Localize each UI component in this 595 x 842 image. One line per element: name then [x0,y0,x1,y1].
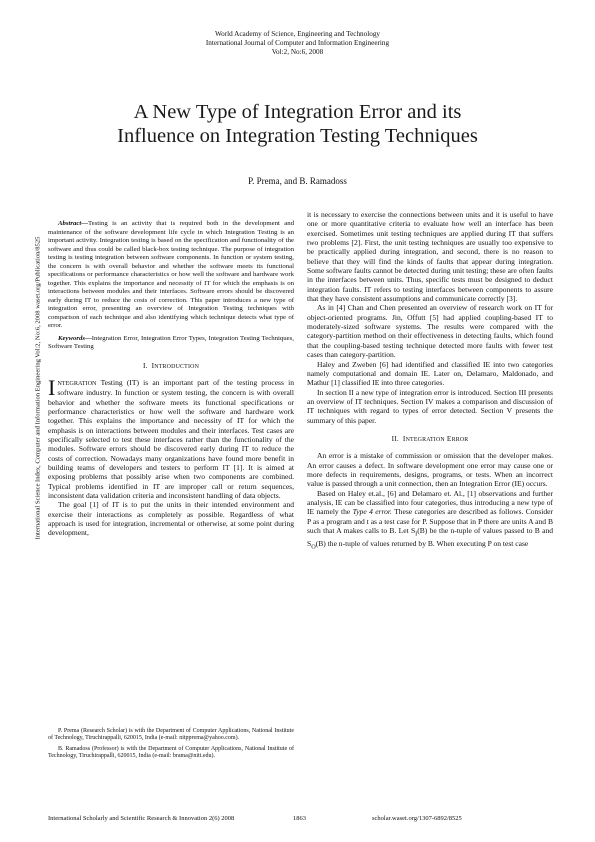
right-paragraph-5: An error is a mistake of commission or omission that the developer makes. An error causes a defect. In software development one error may cause one or more defects in requirements, designs, programs, or tests. When an incorrect value is passed through a unit connection, then an Integration Error (IE) occurs. [307,451,553,489]
right-paragraph-3: Haley and Zweben [6] had identified and classified IE into two categories namely computational and domain IE. Later on, Delamaro, Maldonado, and Mathur [1] classified IE into three categories. [307,359,553,388]
drop-cap: I [48,374,56,400]
header-line-1: World Academy of Science, Engineering and Technology [214,30,381,38]
right-paragraph-2: As in [4] Chan and Chen presented an overview of research work on IT for object-oriented programs. Jin, Offutt [5] had applied coupling-based IT to moderately-sized software systems. The results were compared with the category-partition method on their effectiveness in detecting faults, which found that the coupling-based testing technique detected more faults with fewer test cases than category-partition. [307,303,553,360]
title-line-2: Influence on Integration Testing Techniques [117,125,478,147]
keywords: Keywords—Integration Error, Integration Error Types, Integration Testing Techniques, Software Testing [48,334,294,350]
footnotes [48,728,294,764]
footer-left: International Scholarly and Scientific Research & Innovation 2(6) 2008 [48,815,235,822]
authors: P. Prema, and B. Ramadoss [248,176,347,186]
header-line-2: International Journal of Computer and Information Engineering [205,39,390,47]
title-line-1: A New Type of Integration Error and its [133,101,462,123]
journal-header [0,30,595,57]
footnote-1: P. Prema (Research Scholar) is with the Department of Computer Applications, National Institute of Technology, Tiruchirappalli, 620015, India (e-mail: nitpprema@yahoo.com). [48,728,294,742]
right-paragraph-1: it is necessary to exercise the connections between units and it is useful to have one or more quantitative criteria to evaluate how well an interface has been exercised. Sometimes unit testing techniques are applied during IT that suffers two problems [2]. First, the unit testing techniques are usually too expensive to be practically applied during integration, and second, there is no reason to believe that they will find the kinds of faults that appear during integration. Some software faults cannot be detected during unit testing; these are often faults in the interfaces between units. Thus, specific tests must be designed to deduct integration faults. IT refers to testing interfaces between components to assure that they have consistent assumptions and communicate correctly [3]. [307,210,553,304]
paper-title [40,100,555,148]
right-column [307,210,553,552]
section-heading-integration-error: II. INTEGRATION ERROR [391,433,469,443]
section-heading-introduction: I. INTRODUCTION [142,360,200,370]
intro-paragraph-2: The goal [1] of IT is to put the units in their intended environment and exercise their interactions as completely as possible. Regardless of what approach is used for integration, incremental or otherwise, at some point during development, [48,500,294,538]
page-number: 1863 [293,815,306,822]
footnote-2: B. Ramadoss (Professor) is with the Department of Computer Applications, National Institute of Technology, Tiruchirappalli, 620015, India (e-mail: brama@nitt.edu). [48,745,294,760]
left-column [48,210,294,538]
abstract-label: Abstract [58,220,82,227]
abstract-text: Testing is an activity that is required both in the development and maintenance of the software development life cycle in which Integration Testing is an important activity. Integration testing is based on the specification and functionality of the software and thus could be called black-box testing technique. The purpose of integration testing is testing integration between software components. In function or system testing, the concern is with overall behavior and whether the software meets its functional specifications or performance characteristics or how well the software and hardware work together. This explains the importance and necessity of IT for which the emphasis is on interactions between modules and their interfaces. Software errors should be discovered early during IT to reduce the costs of correction. This paper introduces a new type of integration error, presenting an overview of Integration Testing techniques with comparison of each technique and also identifying which technique detects what type of error. [48,220,294,329]
right-paragraph-6: Based on Haley et.al., [6] and Delamaro et. Al., [1] observations and further analysis, IE can be classified into four categories, thus introducing a new type of IE namely the Type 4 error. These categories are described as follows. Consider P as a program and t as a test case for P. Suppose that in P there are units A and B such that A makes calls to B. Let $S_I(B)$ be the n-tuple of values passed to B and $S_O(B)$ the n-tuple of values returned by B. When executing P on test case [307,488,554,551]
keywords-text: Integration Error, Integration Error Types, Integration Testing Techniques, Software Testing [48,334,294,350]
side-margin-label: International Science Index, Computer and Information Engineering Vol:2, No:6, 2008 waset.org/Publication/8525 [34,236,41,540]
right-paragraph-4: In section II a new type of integration error is introduced. Section III presents an overview of IT techniques. Section IV makes a comparison and discussion of IT techniques with regard to types of error detected. Section V presents the summary of this paper. [307,387,553,425]
header-line-3: Vol:2, No:6, 2008 [271,48,324,56]
abstract: Abstract—Testing is an activity that is required both in the development and maintenance of the software development life cycle in which Integration Testing is an important activity. Integration testing is based on the specification and functionality of the software and thus could be called black-box testing technique. The purpose of integration testing is testing integration between software components. In function or system testing, the concern is with overall behavior and whether the software meets its functional specifications or performance characteristics or how well the software and hardware work together. This explains the importance and necessity of IT for which the emphasis is on interactions between modules and their interfaces. Software errors should be discovered early during IT to reduce the costs of correction. This paper introduces a new type of integration error, presenting an overview of Integration Testing techniques with comparison of each technique and also identifying which technique detects what type of error. [48,220,294,329]
intro-paragraph-1: INTEGRATION Testing (IT) is an important part of the testing process in software industry. In function or system testing, the concern is with overall behavior and whether the software meets its functional specifications or performance characteristics or how well the software and hardware work together. This explains the importance and necessity of IT for which the emphasis is on interactions between modules and their interfaces. Test cases are specifically selected to test these interfaces rather than the functionality of the modules. Software errors should be discovered early during IT to reduce the costs of correction. Nowadays many organizations have found more benefit in building teams of developers and testers to perform IT [1]. It is aimed at exposing problems that possibly arise when two components are combined. Typical problems identified in IT are improper call or return sequences, inconsistent data validation criteria and inconsistent handling of data objects. [48,374,294,500]
footer-right: scholar.waset.org/1307-6892/8525 [372,815,462,822]
side-margin-text [32,188,43,588]
keywords-label: Keywords [58,334,85,342]
